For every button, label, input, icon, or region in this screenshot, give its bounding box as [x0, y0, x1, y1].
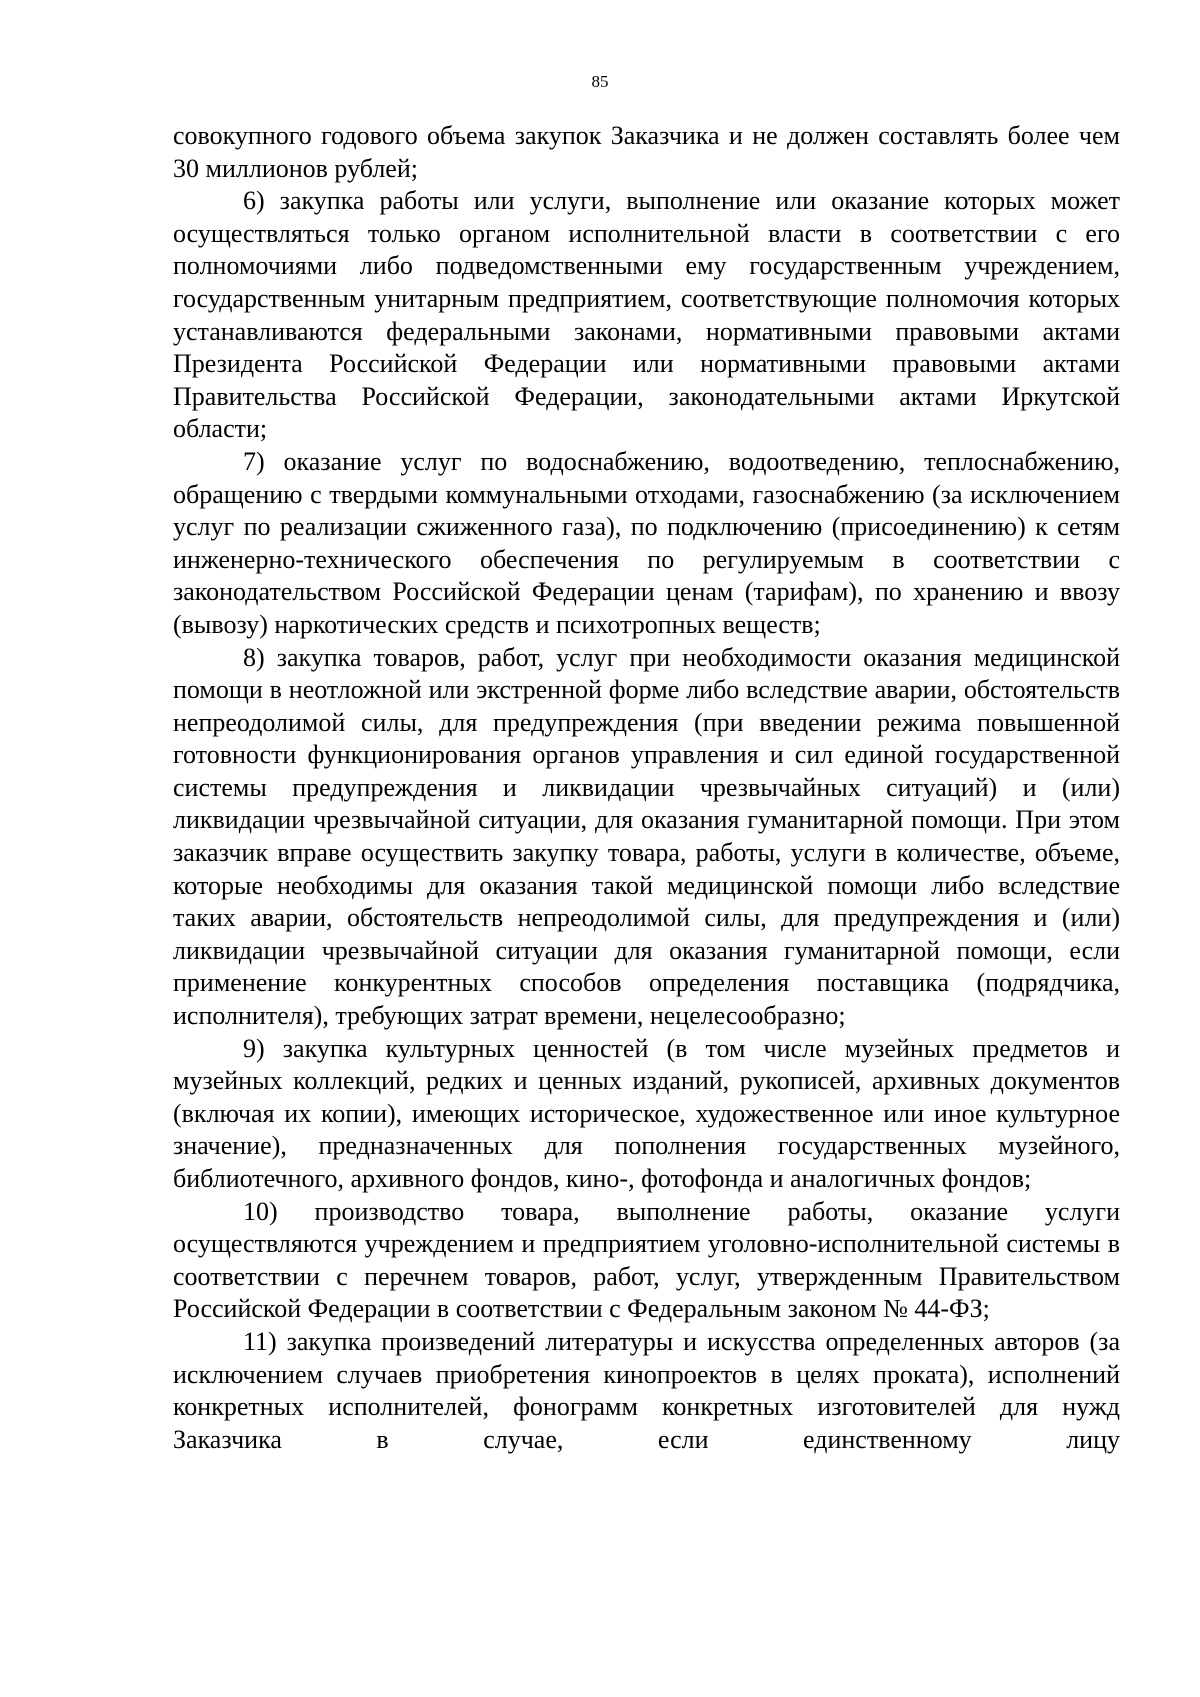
paragraph-item-8: 8) закупка товаров, работ, услуг при необходимости оказания медицинской помощи в неотложной или экстренной форме либо вследствие аварии, обстоятельств непреодолимой силы, для предупреждения (при введении режима повышенной готовности функционирования органов управления и сил единой государственной системы предупреждения и ликвидации чрезвычайных ситуаций) и (или) ликвидации чрезвычайной ситуации, для оказания гуманитарной помощи. При этом заказчик вправе осуществить закупку товара, работы, услуги в количестве, объеме, которые необходимы для оказания такой медицинской помощи либо вследствие таких аварии, обстоятельств непреодолимой силы, для предупреждения и (или) ликвидации чрезвычайной ситуации для оказания гуманитарной помощи, если применение конкурентных способов определения поставщика (подрядчика, исполнителя), требующих затрат времени, нецелесообразно; — [173, 642, 1120, 1031]
paragraph-item-11: 11) закупка произведений литературы и искусства определенных авторов (за исключением случаев приобретения кинопроектов в целях проката), исполнений конкретных исполнителей, фонограмм конкретных изготовителей для нужд Заказчика в случае, если единственному лицу — [173, 1326, 1120, 1454]
paragraph-item-7: 7) оказание услуг по водоснабжению, водоотведению, теплоснабжению, обращению с твердыми коммунальными отходами, газоснабжению (за исключением услуг по реализации сжиженного газа), по подключению (присоединению) к сетям инженерно-технического обеспечения по регулируемым в соответствии с законодательством Российской Федерации ценам (тарифам), по хранению и ввозу (вывозу) наркотических средств и психотропных веществ; — [173, 446, 1120, 639]
paragraph-item-10: 10) производство товара, выполнение работы, оказание услуги осуществляются учреждением и предприятием уголовно-исполнительной системы в соответствии с перечнем товаров, работ, услуг, утвержденным Правительством Российской Федерации в соответствии с Федеральным законом № 44-ФЗ; — [173, 1196, 1120, 1324]
paragraph-item-9: 9) закупка культурных ценностей (в том числе музейных предметов и музейных коллекций, редких и ценных изданий, рукописей, архивных документов (включая их копии), имеющих историческое, художественное или иное культурное значение), предназначенных для пополнения государственных музейного, библиотечного, архивного фондов, кино-, фотофонда и аналогичных фондов; — [173, 1033, 1120, 1193]
paragraph-item-6: 6) закупка работы или услуги, выполнение или оказание которых может осуществляться только органом исполнительной власти в соответствии с его полномочиями либо подведомственными ему государственным учреждением, государственным унитарным предприятием, соответствующие полномочия которых устанавливаются федеральными законами, нормативными правовыми актами Президента Российской Федерации или нормативными правовыми актами Правительства Российской Федерации, законодательными актами Иркутской области; — [173, 186, 1120, 444]
paragraph-continuation: совокупного годового объема закупок Заказчика и не должен составлять более чем 30 миллионов рублей; — [173, 121, 1120, 183]
document-body — [173, 120, 1120, 1456]
page-number: 85 — [591, 72, 609, 91]
